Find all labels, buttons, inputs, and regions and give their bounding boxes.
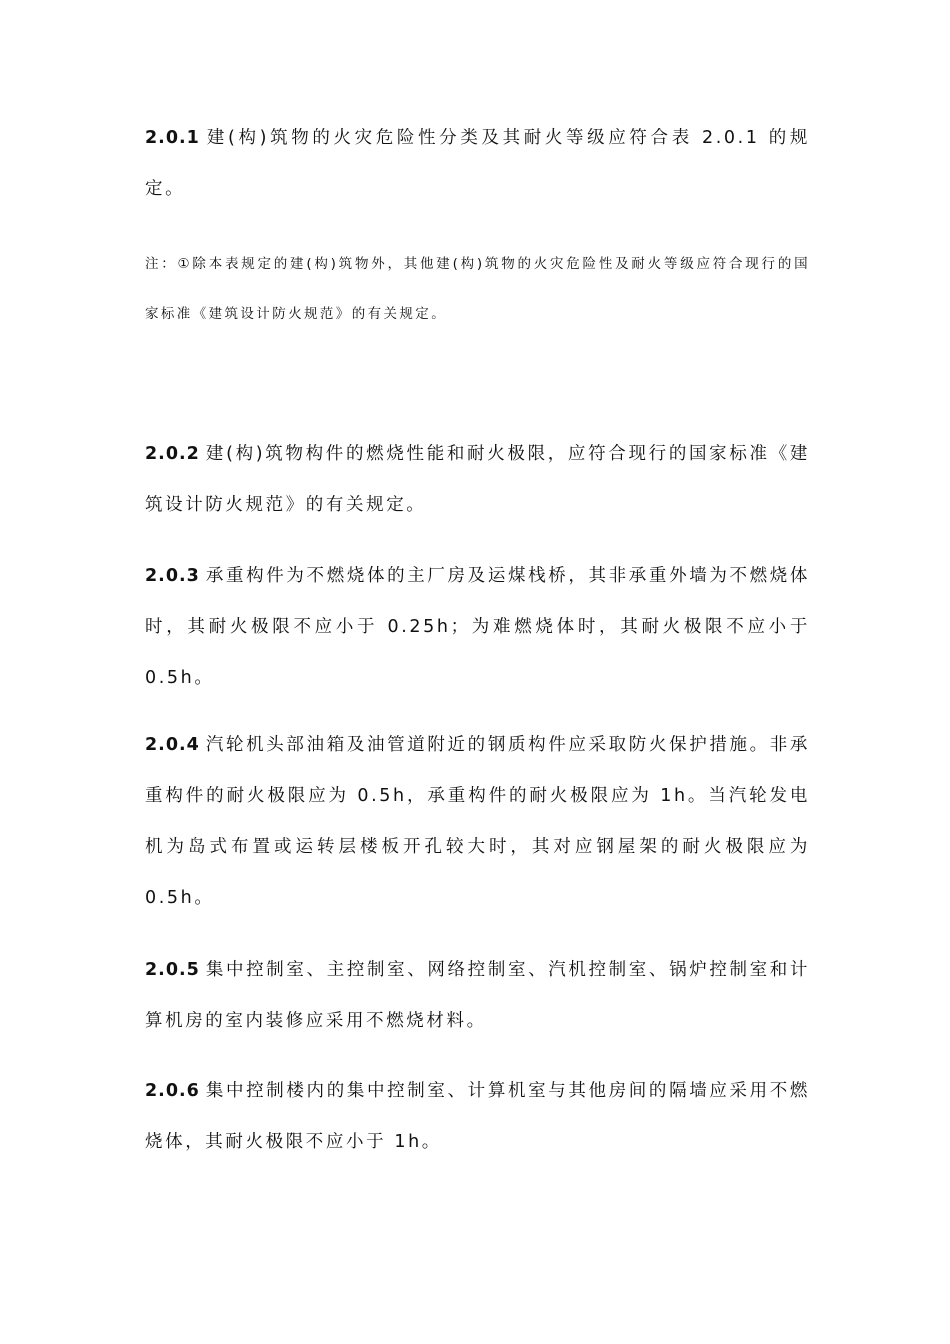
clause-number: 2.0.4 bbox=[145, 735, 200, 755]
clause-text: 集中控制室、主控制室、网络控制室、汽机控制室、锅炉控制室和计算机房的室内装修应采用不燃烧材料。 bbox=[145, 960, 810, 1031]
clause-text: 承重构件为不燃烧体的主厂房及运煤栈桥，其非承重外墙为不燃烧体时，其耐火极限不应小于 0.25h；为难燃烧体时，其耐火极限不应小于 0.5h。 bbox=[145, 566, 810, 688]
clause-number: 2.0.6 bbox=[145, 1081, 200, 1101]
clause-text: 建(构)筑物构件的燃烧性能和耐火极限，应符合现行的国家标准《建筑设计防火规范》的有关规定。 bbox=[145, 444, 810, 515]
clause-2-0-4 bbox=[145, 720, 810, 924]
clause-text: 建(构)筑物的火灾危险性分类及其耐火等级应符合表 2.0.1 的规定。 bbox=[145, 128, 810, 199]
clause-number: 2.0.5 bbox=[145, 960, 200, 980]
clause-2-0-5 bbox=[145, 945, 810, 1047]
clause-2-0-2 bbox=[145, 429, 810, 531]
clause-2-0-6 bbox=[145, 1066, 810, 1168]
clause-number: 2.0.2 bbox=[145, 444, 200, 464]
clause-text: 汽轮机头部油箱及油管道附近的钢质构件应采取防火保护措施。非承重构件的耐火极限应为 0.5h，承重构件的耐火极限应为 1h。当汽轮发电机为岛式布置或运转层楼板开孔较大时，其对应钢屋架的耐火极限应为 0.5h。 bbox=[145, 735, 810, 908]
clause-text: 集中控制楼内的集中控制室、计算机室与其他房间的隔墙应采用不燃烧体，其耐火极限不应小于 1h。 bbox=[145, 1081, 810, 1152]
clause-2-0-3 bbox=[145, 551, 810, 704]
table-note: 注：①除本表规定的建(构)筑物外，其他建(构)筑物的火灾危险性及耐火等级应符合现行的国家标准《建筑设计防火规范》的有关规定。 bbox=[145, 256, 810, 322]
clause-number: 2.0.1 bbox=[145, 128, 200, 148]
clause-number: 2.0.3 bbox=[145, 566, 200, 586]
clause-2-0-1 bbox=[145, 113, 810, 215]
